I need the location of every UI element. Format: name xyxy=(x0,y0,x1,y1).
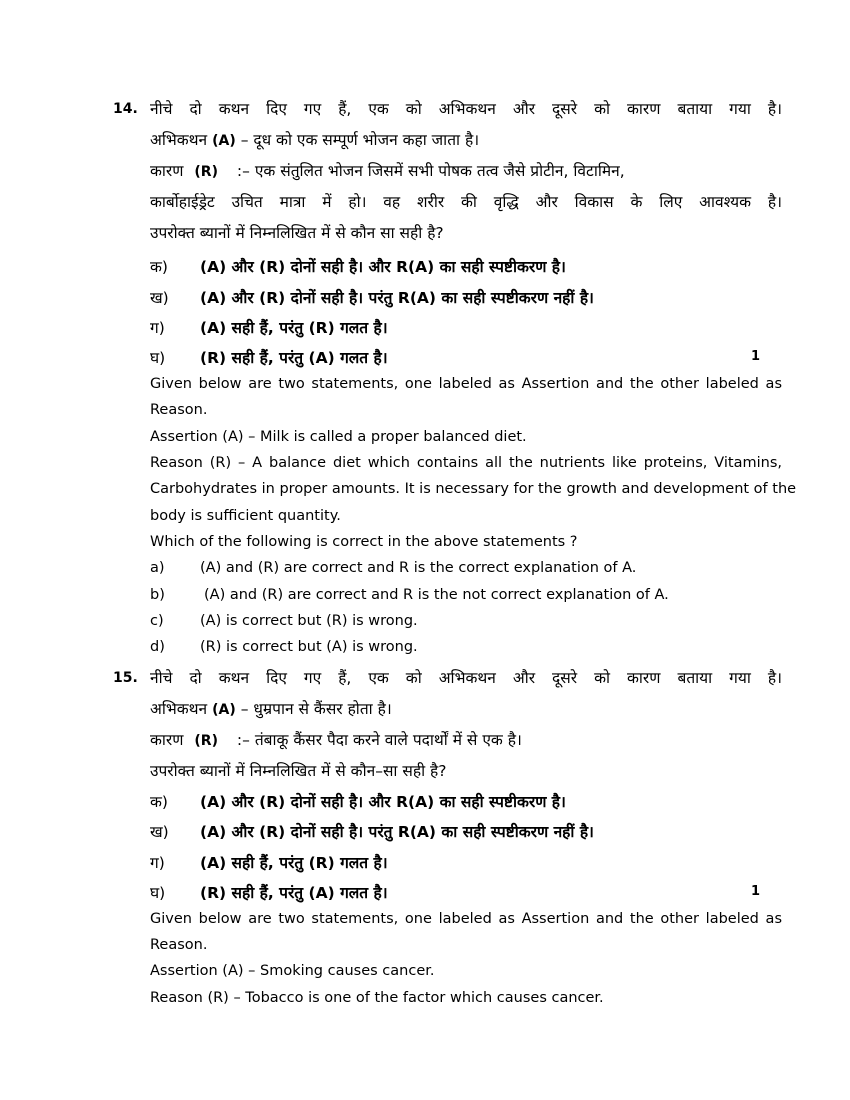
hindi-question: उपरोक्त ब्यानों में निम्नलिखित में से कौन सा सही है? xyxy=(150,224,444,242)
english-option-b: b) (A) and (R) are correct and R is the not correct explanation of A. xyxy=(150,587,669,603)
english-intro-line-1: Given below are two statements, one labeled as Assertion and the other labeled as xyxy=(150,376,782,392)
english-reason-line-3: body is sufficient quantity. xyxy=(150,508,341,524)
hindi-reason-line-1: कारण (R) :– एक संतुलित भोजन जिसमें सभी पोषक तत्व जैसे प्रोटीन, विटामिन, xyxy=(150,162,625,180)
hindi-intro: नीचे दो कथन दिए गए हैं, एक को अभिकथन और दूसरे को कारण बताया गया है। xyxy=(150,100,782,118)
hindi-option-ga: ग) (A) सही हैं, परंतु (R) गलत है। xyxy=(150,319,388,337)
hindi-option-kha: ख) (A) और (R) दोनों सही है। परंतु R(A) का सही स्पष्टीकरण नहीं है। xyxy=(150,823,594,841)
english-option-a: a) (A) and (R) are correct and R is the correct explanation of A. xyxy=(150,560,637,576)
english-reason: Reason (R) – Tobacco is one of the factor which causes cancer. xyxy=(150,990,604,1006)
english-reason-line-2: Carbohydrates in proper amounts. It is necessary for the growth and development of the xyxy=(150,481,797,497)
hindi-option-gha: घ) (R) सही हैं, परंतु (A) गलत है। xyxy=(150,349,388,367)
marks: 1 xyxy=(751,349,761,364)
question-number: 14. xyxy=(113,101,138,117)
hindi-reason: कारण (R) :– तंबाकू कैंसर पैदा करने वाले पदार्थों में से एक है। xyxy=(150,731,522,749)
hindi-option-ka: क) (A) और (R) दोनों सही है। और R(A) का सही स्पष्टीकरण है। xyxy=(150,793,566,811)
english-option-d: d) (R) is correct but (A) is wrong. xyxy=(150,639,418,655)
hindi-option-kha: ख) (A) और (R) दोनों सही है। परंतु R(A) का सही स्पष्टीकरण नहीं है। xyxy=(150,289,594,307)
english-option-c: c) (A) is correct but (R) is wrong. xyxy=(150,613,418,629)
english-assertion: Assertion (A) – Smoking causes cancer. xyxy=(150,963,435,979)
hindi-option-gha: घ) (R) सही हैं, परंतु (A) गलत है। xyxy=(150,884,388,902)
english-intro-line-2: Reason. xyxy=(150,937,208,953)
english-intro-line-2: Reason. xyxy=(150,402,208,418)
hindi-option-ka: क) (A) और (R) दोनों सही है। और R(A) का सही स्पष्टीकरण है। xyxy=(150,258,566,276)
english-intro-line-1: Given below are two statements, one labeled as Assertion and the other labeled as xyxy=(150,911,782,927)
english-reason-line-1: Reason (R) – A balance diet which contains all the nutrients like proteins, Vitamins, xyxy=(150,455,782,471)
hindi-assertion: अभिकथन (A) – दूध को एक सम्पूर्ण भोजन कहा जाता है। xyxy=(150,131,480,149)
hindi-intro: नीचे दो कथन दिए गए हैं, एक को अभिकथन और दूसरे को कारण बताया गया है। xyxy=(150,669,782,687)
hindi-option-ga: ग) (A) सही हैं, परंतु (R) गलत है। xyxy=(150,854,388,872)
hindi-reason-line-2: कार्बोहाईड्रेट उचित मात्रा में हो। वह शरीर की वृद्धि और विकास के लिए आवश्यक है। xyxy=(150,193,782,211)
english-assertion: Assertion (A) – Milk is called a proper balanced diet. xyxy=(150,429,527,445)
hindi-assertion: अभिकथन (A) – धुम्रपान से कैंसर होता है। xyxy=(150,700,392,718)
marks: 1 xyxy=(751,884,761,899)
hindi-question: उपरोक्त ब्यानों में निम्नलिखित में से कौन–सा सही है? xyxy=(150,762,447,780)
english-question: Which of the following is correct in the above statements ? xyxy=(150,534,578,550)
question-number: 15. xyxy=(113,670,138,686)
